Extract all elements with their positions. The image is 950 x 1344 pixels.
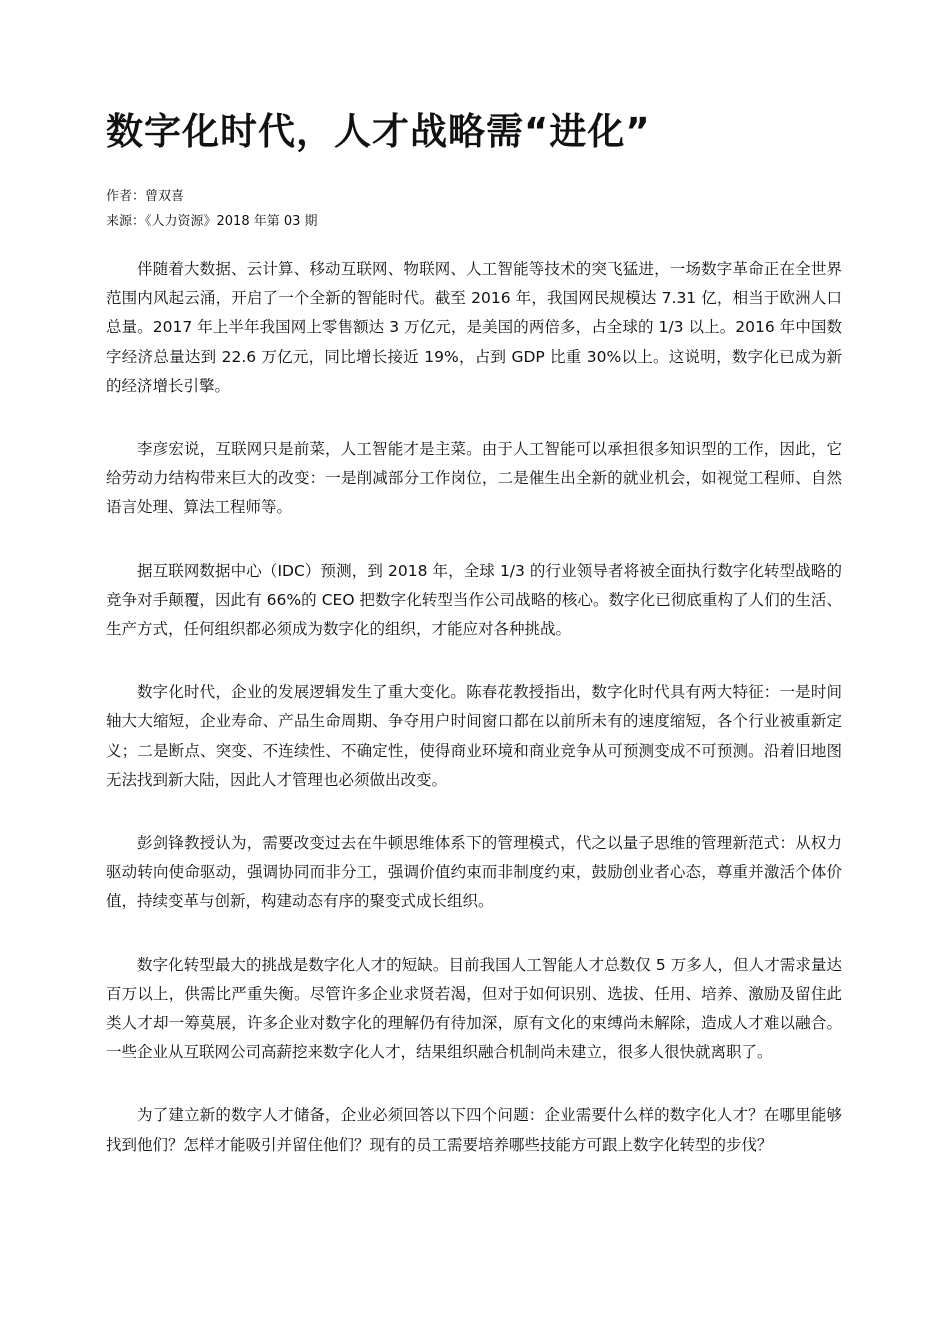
- paragraph-3: 据互联网数据中心（IDC）预测，到 2018 年，全球 1/3 的行业领导者将被全面执行数字化转型战略的竞争对手颠覆，因此有 66%的 CEO 把数字化转型当作公司战略的核心。数字化已彻底重构了人们的生活、生产方式，任何组织都必须成为数字化的组织，才能应对各种挑战。: [106, 561, 842, 639]
- article-body: [106, 255, 842, 1194]
- paragraph-4: 数字化时代，企业的发展逻辑发生了重大变化。陈春花教授指出，数字化时代具有两大特征：一是时间轴大大缩短，企业寿命、产品生命周期、争夺用户时间窗口都在以前所未有的速度缩短，各个行业被重新定义；二是断点、突变、不连续性、不确定性，使得商业环境和商业竞争从可预测变成不可预测。沿着旧地图无法找到新大陆，因此人才管理也必须做出改变。: [106, 683, 842, 789]
- paragraph-1: 伴随着大数据、云计算、移动互联网、物联网、人工智能等技术的突飞猛进，一场数字革命正在全世界范围内风起云涌，开启了一个全新的智能时代。截至 2016 年，我国网民规模达 7.31 亿，相当于欧洲人口总量。2017 年上半年我国网上零售额达 3 万亿元，是美国的两倍多，占全球的 1/3 以上。2016 年中国数字经济总量达到 22.6 万亿元，同比增长接近 19%，占到 GDP 比重 30%以上。这说明，数字化已成为新的经济增长引擎。: [106, 260, 842, 395]
- author-line: 作者：曾双喜: [106, 189, 185, 204]
- paragraph-2: 李彦宏说，互联网只是前菜，人工智能才是主菜。由于人工智能可以承担很多知识型的工作，因此，它给劳动力结构带来巨大的改变：一是削减部分工作岗位，二是催生出全新的就业机会，如视觉工程师、自然语言处理、算法工程师等。: [106, 440, 842, 517]
- paragraph-7: 为了建立新的数字人才储备，企业必须回答以下四个问题：企业需要什么样的数字化人才？在哪里能够找到他们？怎样才能吸引并留住他们？现有的员工需要培养哪些技能方可跟上数字化转型的步伐？: [106, 1106, 842, 1154]
- source-line: 来源：《人力资源》2018 年第 03 期: [106, 214, 318, 229]
- article-title: 数字化时代，人才战略需“进化”: [106, 110, 651, 153]
- paragraph-6: 数字化转型最大的挑战是数字化人才的短缺。目前我国人工智能人才总数仅 5 万多人，但人才需求量达百万以上，供需比严重失衡。尽管许多企业求贤若渴，但对于如何识别、选拔、任用、培养、激励及留住此类人才却一筹莫展，许多企业对数字化的理解仍有待加深，原有文化的束缚尚未解除，造成人才难以融合。一些企业从互联网公司高薪挖来数字化人才，结果组织融合机制尚未建立，很多人很快就离职了。: [106, 955, 842, 1062]
- paragraph-5: 彭剑锋教授认为，需要改变过去在牛顿思维体系下的管理模式，代之以量子思维的管理新范式：从权力驱动转向使命驱动，强调协同而非分工，强调价值约束而非制度约束，鼓励创业者心态，尊重并激活个体价值，持续变革与创新，构建动态有序的聚变式成长组织。: [106, 834, 842, 911]
